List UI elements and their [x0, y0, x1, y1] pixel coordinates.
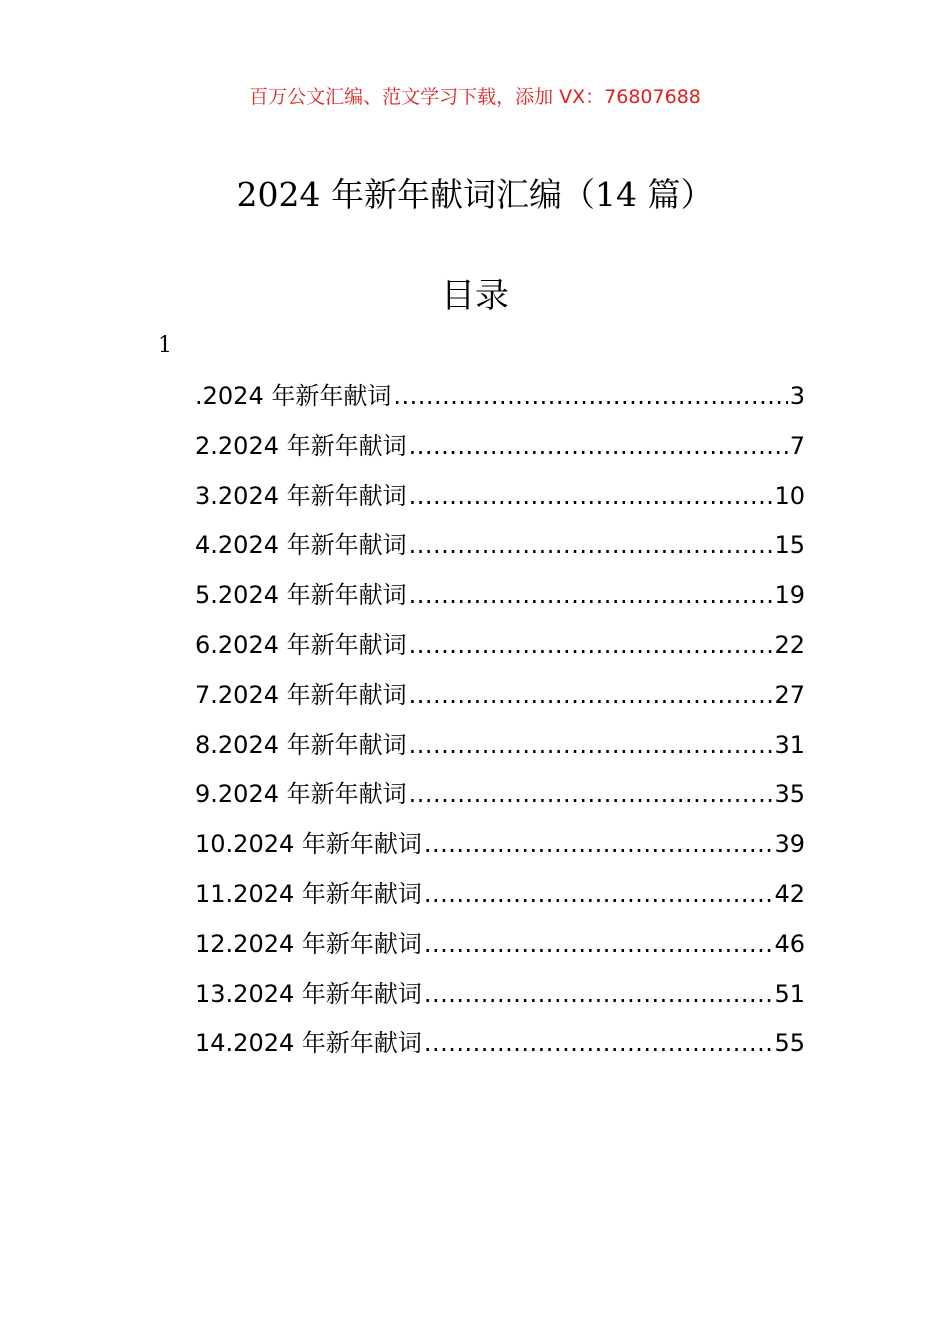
toc-item[interactable]: [195, 729, 805, 779]
toc-item[interactable]: [195, 629, 805, 679]
toc-item-page: 51: [774, 979, 805, 1008]
document-title: 2024 年新年献词汇编（14 篇）: [236, 175, 714, 214]
toc-item-label: 14.2024 年新年献词: [195, 1029, 422, 1058]
toc-item[interactable]: [195, 928, 805, 978]
toc-item-page: 27: [774, 680, 805, 709]
toc-item[interactable]: [195, 878, 805, 928]
toc-item-label: 11.2024 年新年献词: [195, 879, 422, 908]
toc-item-page: 3: [789, 382, 805, 410]
toc-leader-dots: [409, 629, 773, 661]
toc-leader-dots: [409, 480, 773, 512]
toc-list: [195, 380, 805, 1077]
toc-leader-dots: [409, 529, 773, 561]
toc-item[interactable]: [195, 480, 805, 530]
toc-item[interactable]: [195, 778, 805, 828]
toc-item[interactable]: [195, 679, 805, 729]
toc-item-page: 7: [789, 431, 805, 460]
toc-item-page: 46: [774, 929, 805, 958]
toc-leader-dots: [409, 778, 773, 810]
toc-item-label: 13.2024 年新年献词: [195, 979, 422, 1008]
toc-item-page: 15: [774, 531, 805, 560]
toc-leader-dots: [424, 828, 773, 860]
toc-leader-dots: [424, 1027, 773, 1059]
toc-item[interactable]: [195, 579, 805, 629]
toc-item-page: 35: [774, 780, 805, 809]
toc-leader-dots: [393, 380, 787, 412]
toc-item[interactable]: [195, 828, 805, 878]
toc-item-page: 10: [774, 481, 805, 510]
toc-item-page: 19: [774, 581, 805, 610]
toc-item-label: 10.2024 年新年献词: [195, 830, 422, 859]
toc-item-label: 12.2024 年新年献词: [195, 929, 422, 958]
toc-item-label: 2.2024 年新年献词: [195, 431, 407, 460]
toc-leader-dots: [409, 579, 773, 611]
header-note: 百万公文汇编、范文学习下载，添加 VX：76807688: [249, 86, 701, 108]
toc-item[interactable]: [195, 380, 805, 430]
toc-item[interactable]: [195, 430, 805, 480]
toc-item-label: 4.2024 年新年献词: [195, 531, 407, 560]
toc-item-label: .2024 年新年献词: [195, 382, 392, 410]
toc-item-label: 7.2024 年新年献词: [195, 680, 407, 709]
stray-number: 1: [158, 333, 172, 358]
toc-item-page: 31: [774, 730, 805, 759]
toc-item[interactable]: [195, 978, 805, 1028]
toc-leader-dots: [409, 430, 788, 462]
toc-item-page: 42: [774, 879, 805, 908]
toc-item-label: 6.2024 年新年献词: [195, 630, 407, 659]
toc-item-label: 5.2024 年新年献词: [195, 581, 407, 610]
toc-item-label: 8.2024 年新年献词: [195, 730, 407, 759]
toc-leader-dots: [424, 928, 773, 960]
toc-item[interactable]: [195, 1027, 805, 1077]
toc-item-page: 55: [774, 1029, 805, 1058]
toc-item-label: 3.2024 年新年献词: [195, 481, 407, 510]
toc-heading: 目录: [441, 276, 509, 316]
toc-item[interactable]: [195, 529, 805, 579]
toc-leader-dots: [424, 978, 773, 1010]
toc-item-page: 39: [774, 830, 805, 859]
toc-leader-dots: [409, 729, 773, 761]
toc-item-label: 9.2024 年新年献词: [195, 780, 407, 809]
toc-leader-dots: [409, 679, 773, 711]
toc-item-page: 22: [774, 630, 805, 659]
toc-leader-dots: [424, 878, 773, 910]
